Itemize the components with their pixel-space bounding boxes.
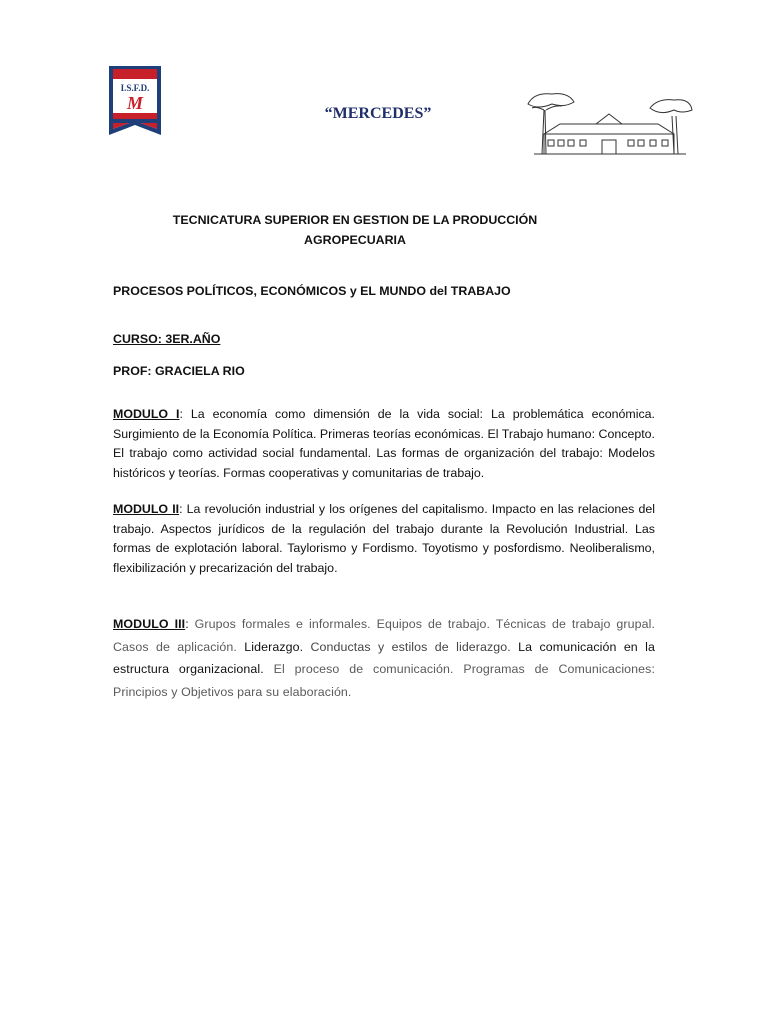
module-3: [113, 613, 655, 703]
logo-letter: M: [126, 93, 144, 113]
module-2-title: MODULO II: [113, 502, 180, 516]
logo-top-text: I.S.F.D.: [120, 83, 150, 93]
module-3-text-part-2: Liderazgo.: [236, 639, 304, 654]
professor-label: PROF: GRACIELA RIO: [113, 364, 245, 378]
institution-logo: [108, 65, 162, 141]
module-3-text-part-5: El proceso de comunicación. Programas de Comunicaciones: Principios y Objetivos para su elaboración.: [113, 662, 655, 699]
career-title-line-1: TECNICATURA SUPERIOR EN GESTION DE LA PRODUCCIÓN: [172, 213, 538, 227]
module-3-colon: :: [185, 617, 189, 631]
module-3-text-part-1: Grupos formales e informales. Equipos de trabajo. Técnicas de trabajo grupal. Casos de aplicación.: [113, 617, 655, 654]
course-label: CURSO: 3ER.AÑO: [113, 332, 221, 346]
module-1: [113, 405, 655, 483]
module-3-text-part-3: Conductas y estilos de liderazgo.: [303, 639, 511, 654]
module-1-text: : La economía como dimensión de la vida social: La problemática económica. Surgimiento de la Economía Política. Primeras teorías económicas. El Trabajo humano: Concepto. El trabajo como actividad social fundamental. Las formas de organización del trabajo: Modelos históricos y teorías. Formas cooperativas y comunitarias de trabajo.: [113, 407, 655, 480]
module-2-text: : La revolución industrial y los orígenes del capitalismo. Impacto en las relaciones del trabajo. Aspectos jurídicos de la regulación del trabajo durante la Revolución Industrial. Las formas de explotación laboral. Taylorismo y Fordismo. Toyotismo y posfordismo. Neoliberalismo, flexibilización y precarización del trabajo.: [113, 502, 656, 575]
module-3-text-part-4: La comunicación en la estructura organizacional.: [113, 639, 655, 676]
institution-name: “MERCEDES”: [324, 105, 432, 122]
module-3-title: MODULO III: [113, 617, 186, 631]
module-1-title: MODULO I: [113, 407, 180, 421]
subject-title: PROCESOS POLÍTICOS, ECONÓMICOS y EL MUNDO del TRABAJO: [113, 284, 511, 298]
career-title-line-2: AGROPECUARIA: [304, 233, 406, 247]
career-title: [140, 210, 570, 250]
school-building-drawing: [524, 90, 694, 158]
module-2: [113, 500, 655, 578]
